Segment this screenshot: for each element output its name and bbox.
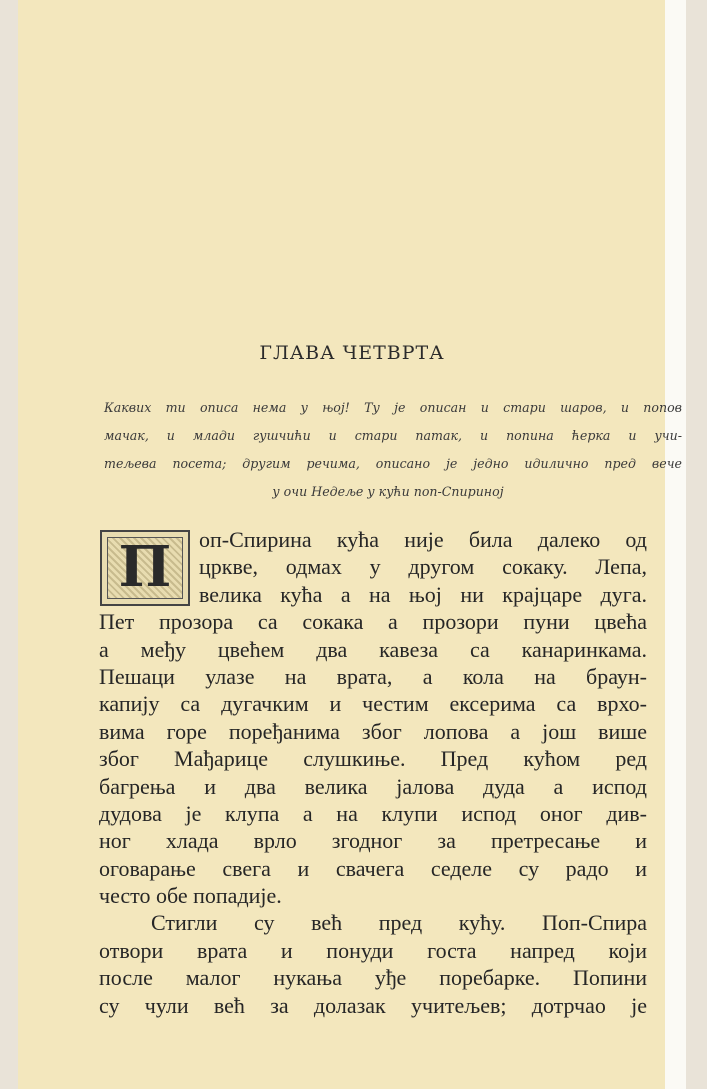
text-line: отвори врата и понуди госта напред који [99,937,647,963]
epigraph-line: у очи Недеље у кући поп-Спириној [272,484,504,499]
text-line: оп-Спирина кућа није била далеко од [199,527,647,552]
page-edge [665,0,686,1089]
text-line: Пешаци улазе на врата, а кола на браун- [99,663,647,689]
text-line: Пет прозора са сокака а прозори пуни цвећа [99,609,647,635]
text-line: цркве, одмах у другом сокаку. Лепа, [199,554,647,580]
text-line: багрења и два велика јалова дуда а испод [99,773,647,799]
text-line: после малог нукања уђе поребарке. Попини [99,965,647,991]
text-line: ног хлада врло згодног за претресање и [99,828,647,854]
chapter-title: ГЛАВА ЧЕТВРТА [259,342,445,364]
epigraph-line: Каквих ти описа нема у њој! Ту је описан и стари шаров, и попов [104,400,682,415]
chapter-epigraph [104,394,682,506]
text-line: Стигли су већ пред кућу. Поп-Спира [151,910,647,936]
text-line: оговарање свега и свачега седеле су радо и [99,855,647,881]
text-line: капију са дугачким и честим ексерима са врхо- [99,691,647,717]
initial-letter: П [118,534,172,600]
epigraph-line: тељева посета; другим речима, описано је једно идилично пред вече [104,456,682,471]
text-line: често обе попадије. [99,883,282,909]
text-line: вима горе поређанима због лопова а још више [99,718,647,744]
text-line: дудова је клупа а на клупи испод оног див- [99,800,647,826]
epigraph-line: мачак, и млади гушчићи и стари патак, и попина ћерка и учи- [104,428,682,443]
text-line: су чули већ за долазак учитељев; дотрчао је [99,992,647,1018]
text-line: због Мађарице слушкиње. Пред кућом ред [99,746,647,772]
body-text [99,526,647,1019]
text-line: а међу цвећем два кавеза са канаринкама. [99,636,647,662]
text-line: велика кућа а на њој ни крајцаре дуга. [199,581,647,607]
